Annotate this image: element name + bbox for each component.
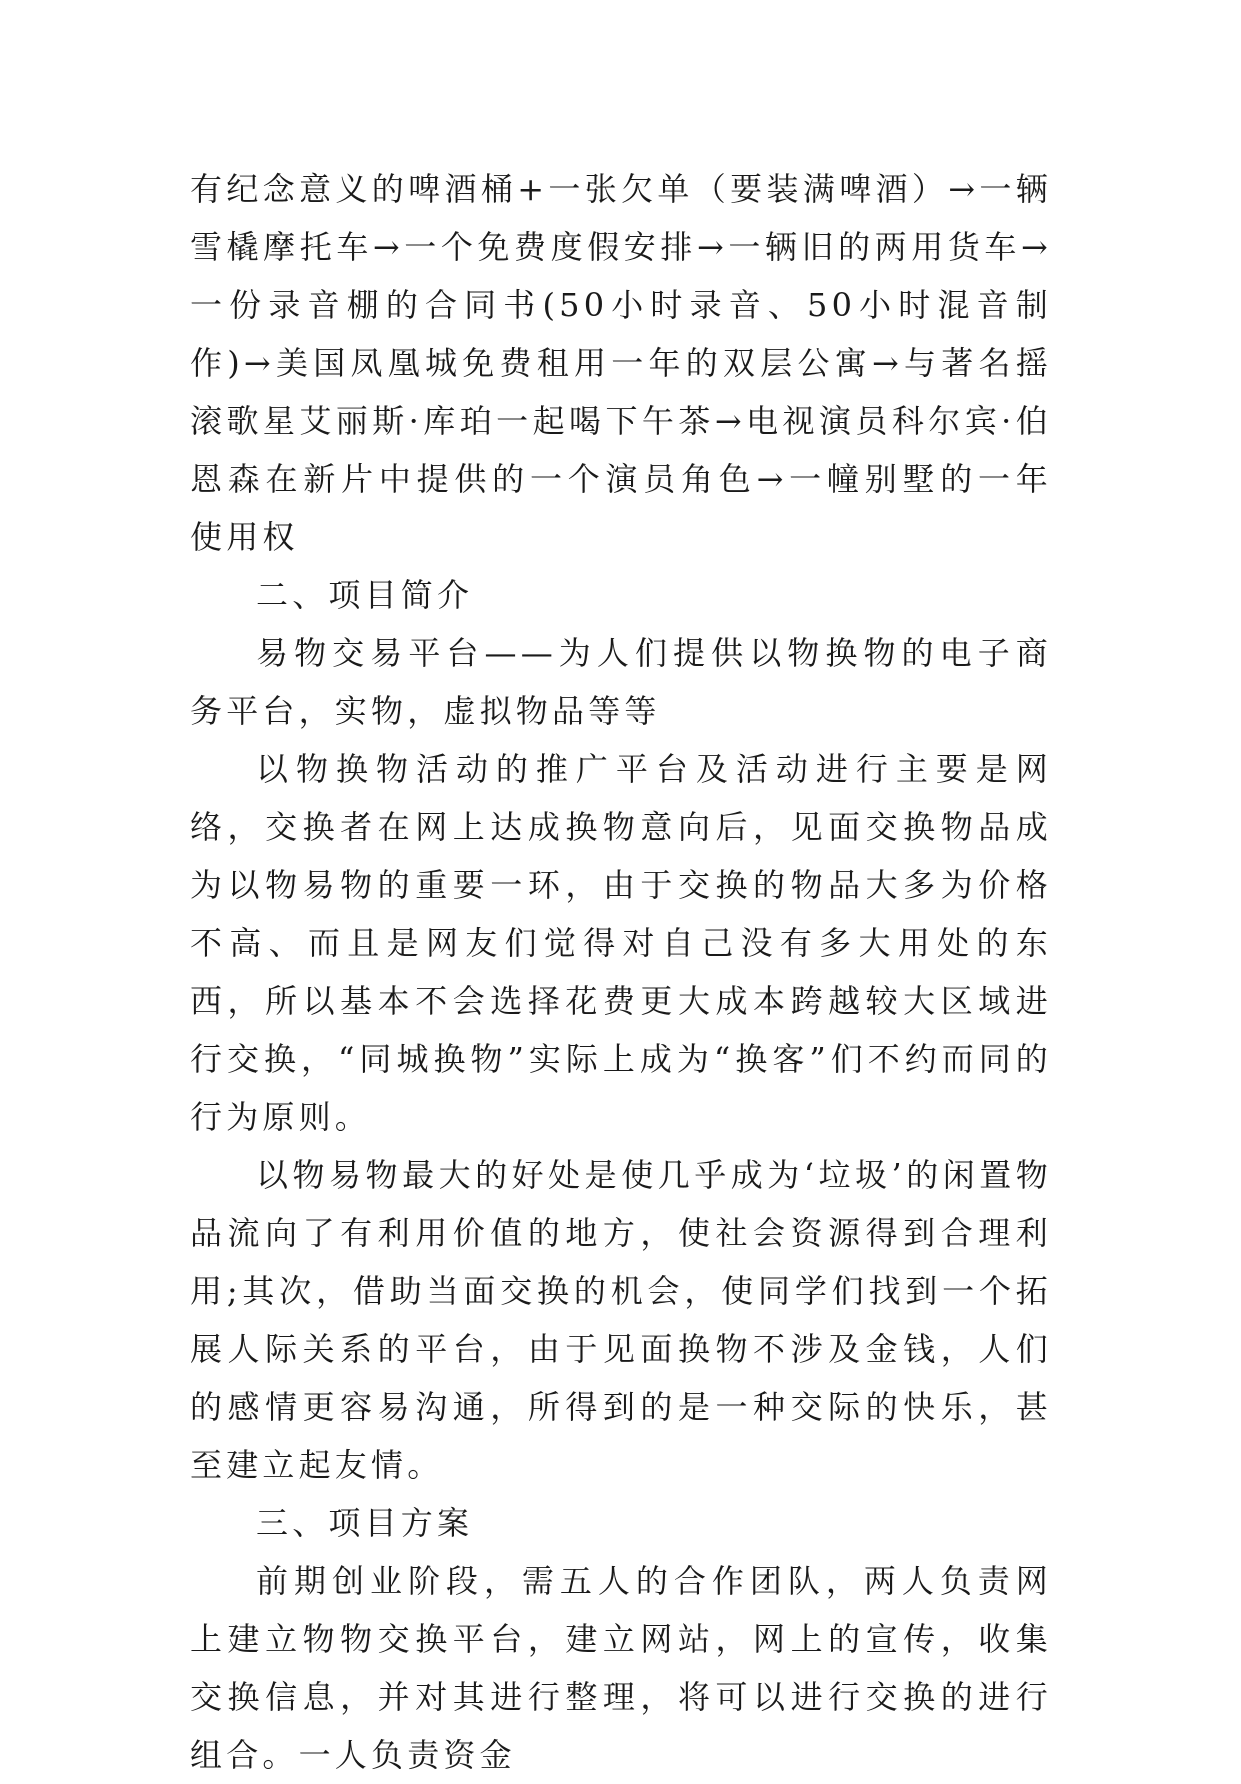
paragraph-startup-team: 前期创业阶段，需五人的合作团队，两人负责网上建立物物交换平台，建立网站，网上的宣传，收集交换信息，并对其进行整理，将可以进行交换的进行组合。一人负责资金 — [190, 1562, 1052, 1774]
section-heading-project-intro: 二、项目简介 — [256, 576, 474, 614]
paragraph-platform-definition: 易物交易平台——为人们提供以物换物的电子商务平台，实物，虚拟物品等等 — [190, 634, 1052, 730]
continuation-paragraph: 有纪念意义的啤酒桶+一张欠单（要装满啤酒）→一辆雪橇摩托车→一个免费度假安排→一辆旧的两用货车→一份录音棚的合同书(50小时录音、50小时混音制作)→美国凤凰城免费租用一年的双层公寓→与著名摇滚歌星艾丽斯·库珀一起喝下午茶→电视演员科尔宾·伯恩森在新片中提供的一个演员角色→一幢别墅的一年使用权 — [190, 170, 1052, 556]
document-body — [190, 160, 1052, 1784]
paragraph-exchange-activity: 以物换物活动的推广平台及活动进行主要是网络，交换者在网上达成换物意向后，见面交换物品成为以物易物的重要一环，由于交换的物品大多为价格不高、而且是网友们觉得对自己没有多大用处的东西，所以基本不会选择花费更大成本跨越较大区域进行交换，“同城换物”实际上成为“换客”们不约而同的行为原则。 — [190, 750, 1052, 1136]
section-heading-project-plan: 三、项目方案 — [256, 1504, 474, 1542]
paragraph-barter-benefits: 以物易物最大的好处是使几乎成为‘垃圾’的闲置物品流向了有利用价值的地方，使社会资源得到合理利用;其次，借助当面交换的机会，使同学们找到一个拓展人际关系的平台，由于见面换物不涉及金钱，人们的感情更容易沟通，所得到的是一种交际的快乐，甚至建立起友情。 — [190, 1156, 1052, 1484]
